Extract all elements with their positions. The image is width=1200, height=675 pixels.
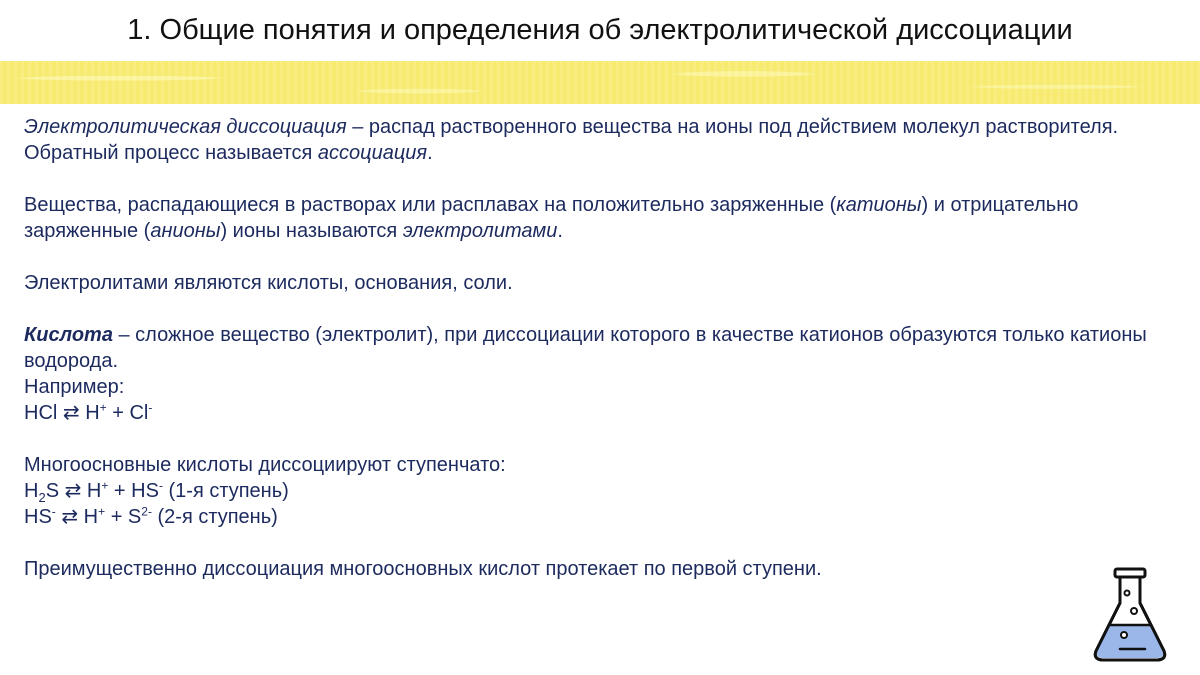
term-cations: катионы	[836, 194, 922, 216]
term-electrolytes: электролитами	[402, 220, 558, 242]
slide-content	[24, 114, 1174, 582]
slide-title: 1. Общие понятия и определения об электролитической диссоциации	[127, 14, 1073, 46]
example-label: Например:	[24, 376, 125, 398]
equation-h2s-step1: $H_2S$ ⇄ H+ + HS- (1-я ступень)	[24, 478, 289, 505]
equation-hs-step2: HS- ⇄ $H^+ + S^{2-}$ (2-я ступень)	[24, 504, 278, 528]
term-anions: анионы	[150, 220, 221, 242]
term-association: ассоциация	[317, 142, 428, 164]
term-dissociation: Электролитическая диссоциация	[24, 116, 347, 138]
equation-hcl: HCl ⇄ H+ + Cl-	[24, 400, 153, 424]
definition-acid: Кислота – сложное вещество (электролит), при диссоциации которого в качестве катионов образуются только катионы водорода.	[24, 324, 1147, 372]
decorative-yellow-band	[0, 61, 1200, 104]
term-acid: Кислота	[24, 324, 113, 346]
definition-electrolytes: Вещества, распадающиеся в растворах или расплавах на положительно заряженные (катионы) и отрицательно заряженные (анионы) ионы называются электролитами.	[24, 194, 1079, 242]
flask-icon	[1090, 565, 1170, 665]
electrolytes-list: Электролитами являются кислоты, основания, соли.	[24, 272, 513, 294]
definition-dissociation: Электролитическая диссоциация – распад растворенного вещества на ионы под действием молекул растворителя. Обратный процесс называется ассоциация.	[24, 116, 1119, 164]
conclusion-text: Преимущественно диссоциация многоосновных кислот протекает по первой ступени.	[24, 558, 822, 580]
polybasic-acids-text: Многоосновные кислоты диссоциируют ступенчато:	[24, 454, 506, 476]
